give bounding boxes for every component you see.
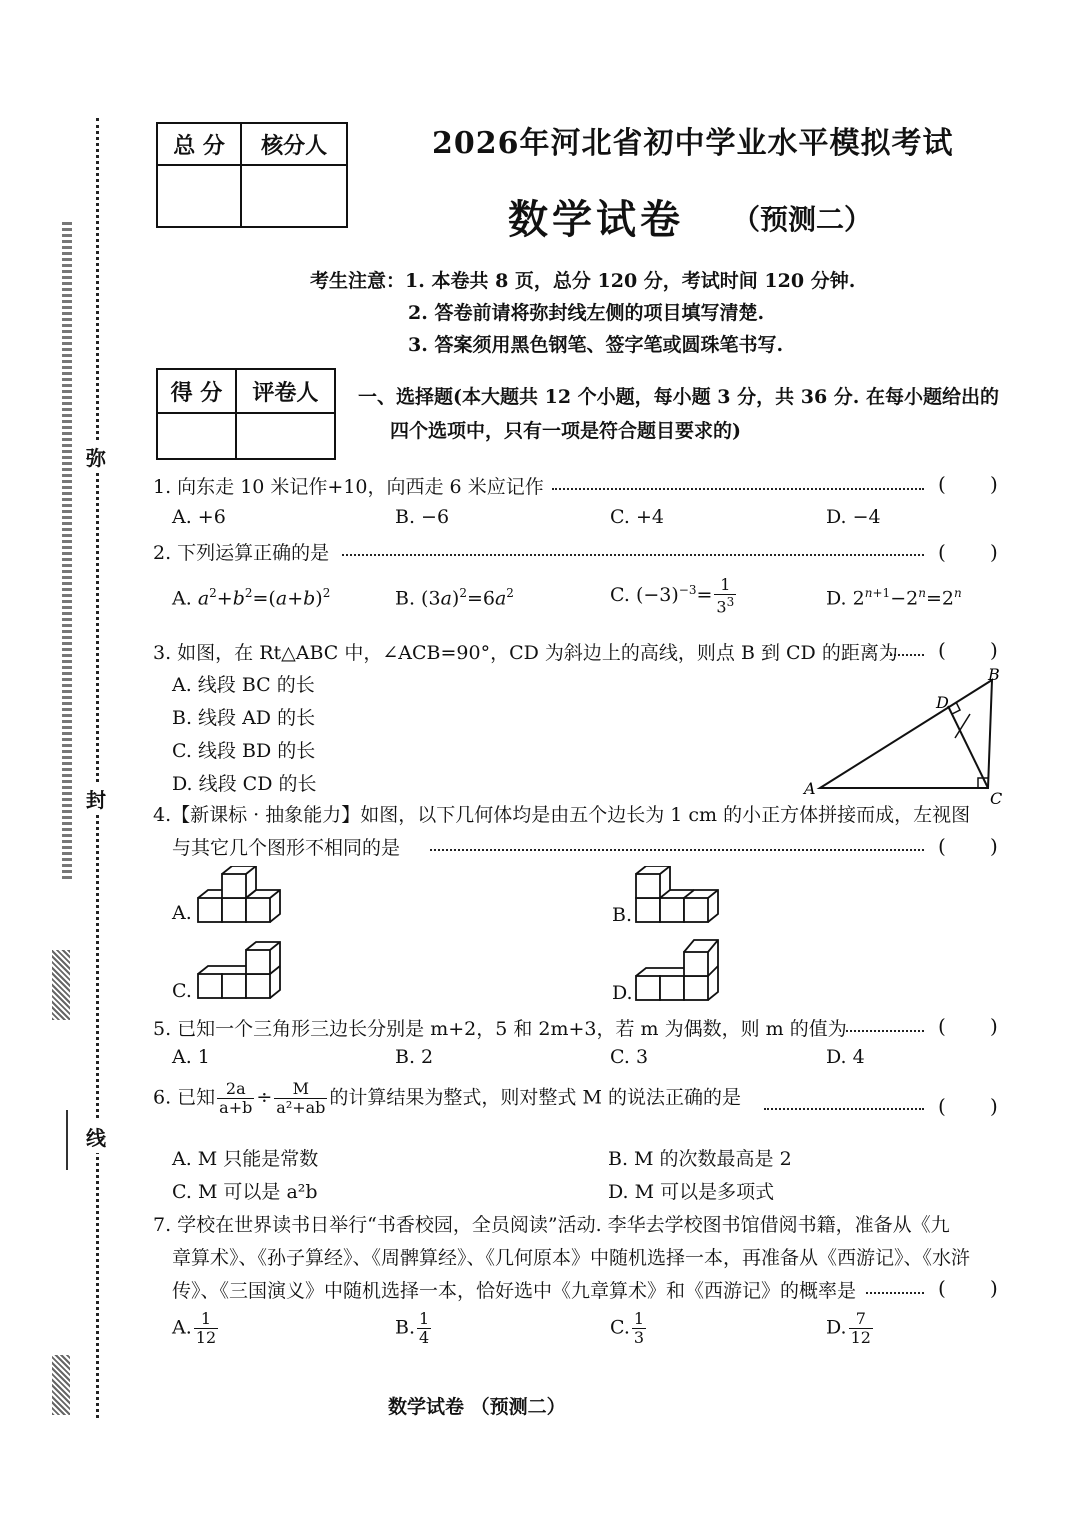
q3-option-d[interactable]: D. 线段 CD 的长: [172, 773, 317, 795]
seal-char-mi: 弥: [86, 440, 106, 473]
q6-paren-close: ): [990, 1094, 998, 1118]
checker-label: 核分人: [241, 123, 347, 165]
label-d: D: [936, 693, 949, 712]
q7-option-c[interactable]: [610, 1310, 648, 1347]
q7-option-b-label: B.: [395, 1316, 416, 1339]
q1-option-c[interactable]: C. +4: [610, 506, 664, 528]
q6-leader: [764, 1108, 924, 1110]
q4-solid-d: [634, 938, 734, 1004]
q4-option-a[interactable]: A.: [172, 902, 192, 924]
q4-solid-b: [634, 866, 734, 926]
q6-frac2-num: M: [274, 1080, 327, 1099]
q6-op: ÷: [256, 1086, 273, 1109]
q3-stem: 3. 如图，在 Rt△ABC 中，∠ACB=90°，CD 为斜边上的高线，则点 B 到 CD 的距离为: [153, 642, 898, 664]
notice-3: 3. 答案须用黑色钢笔、签字笔或圆珠笔书写.: [408, 334, 784, 356]
triangle-abc: [820, 680, 992, 788]
q2-option-c[interactable]: C. $(-3)^{-3}=$ $\frac{1}{3^3}$: [610, 575, 735, 617]
q7-c-num: 1: [633, 1309, 645, 1328]
binding-hatch-mark: [52, 1355, 70, 1415]
q7-option-a-label: A.: [172, 1316, 192, 1339]
q2-option-a-label: A.: [172, 587, 192, 610]
q6-option-d[interactable]: D. M 可以是多项式: [608, 1181, 775, 1203]
q5-option-c[interactable]: C. 3: [610, 1046, 649, 1068]
notice-2: 2. 答卷前请将弥封线左侧的项目填写清楚.: [408, 302, 765, 324]
subject-title: 数学试卷: [508, 196, 684, 243]
q7-stem-line-1: 7. 学校在世界读书日举行“书香校园，全员阅读”活动. 李华去学校图书馆借阅书籍，准备从《九: [153, 1214, 950, 1236]
binding-wave-mark: [62, 222, 72, 882]
q2-option-b[interactable]: B. $(3a)^2=6a^2$: [395, 586, 514, 610]
section-score-box: [156, 368, 336, 460]
total-score-box: [156, 122, 348, 228]
q5-leader: [846, 1030, 924, 1032]
q7-c-den: 3: [633, 1328, 645, 1347]
q6-option-a[interactable]: A. M 只能是常数: [172, 1148, 319, 1170]
binding-hatch-mark: [52, 950, 70, 1020]
q1-option-b[interactable]: B. −6: [395, 506, 450, 528]
subject-subtitle: （预测二）: [732, 203, 873, 236]
q3-paren-close: ): [990, 638, 998, 662]
q2-option-d[interactable]: D. $2^{n+1}-2^n=2^n$: [826, 586, 962, 610]
q7-option-d[interactable]: [826, 1310, 875, 1347]
q2-option-b-label: B.: [395, 587, 416, 610]
q2-paren-close: ): [990, 540, 998, 564]
q7-b-num: 1: [419, 1309, 430, 1328]
q7-option-a[interactable]: [172, 1310, 220, 1347]
q6-paren-open: (: [938, 1094, 946, 1118]
q5-option-a[interactable]: A. 1: [172, 1046, 210, 1068]
q7-option-c-label: C.: [610, 1316, 630, 1339]
q7-stem-line-2: 章算术》、《孙子算经》、《周髀算经》、《几何原本》中随机选择一本，再准备从《西游记》、《水浒: [172, 1247, 971, 1269]
q4-solid-a: [196, 866, 296, 924]
q6-option-c[interactable]: C. M 可以是 a²b: [172, 1181, 318, 1203]
q6-stem-pre: 6. 已知: [153, 1086, 216, 1109]
q4-stem-line-2: 与其它几个图形不相同的是: [172, 837, 401, 859]
q7-paren-open: (: [938, 1276, 946, 1300]
q5-stem: 5. 已知一个三角形三边长分别是 m+2，5 和 2m+3，若 m 为偶数，则 m 的值为: [153, 1018, 847, 1040]
q5-paren-close: ): [990, 1014, 998, 1038]
q2-option-d-label: D.: [826, 587, 847, 610]
total-score-label: 总 分: [157, 123, 241, 165]
q5-option-b[interactable]: B. 2: [395, 1046, 434, 1068]
exam-title: 2026年河北省初中学业水平模拟考试: [432, 126, 954, 161]
q1-stem: 1. 向东走 10 米记作+10，向西走 6 米应记作: [153, 476, 544, 498]
q7-paren-close: ): [990, 1276, 998, 1300]
q3-option-c[interactable]: C. 线段 BD 的长: [172, 740, 316, 762]
q7-stem-line-3: 传》、《三国演义》中随机选择一本，恰好选中《九章算术》和《西游记》的概率是: [172, 1280, 857, 1302]
q6-frac1-den: a+b: [219, 1098, 253, 1117]
q3-paren-open: (: [938, 638, 946, 662]
seal-char-feng: 封: [86, 782, 106, 815]
q4-leader: [430, 849, 924, 851]
q1-option-a[interactable]: A. +6: [172, 506, 226, 528]
section-heading-line-2: 四个选项中，只有一项是符合题目要求的): [390, 420, 741, 442]
q3-leader: [886, 654, 924, 656]
notice-line-1: [310, 266, 855, 293]
q4-paren-open: (: [938, 834, 946, 858]
q4-option-d[interactable]: D.: [612, 982, 633, 1004]
section-score-cell[interactable]: [157, 413, 236, 459]
q4-option-c[interactable]: C.: [172, 980, 192, 1002]
label-c: C: [990, 789, 1003, 806]
q4-option-b[interactable]: B.: [612, 904, 633, 926]
section-score-label: 得 分: [157, 369, 236, 413]
q2-option-a[interactable]: A. $a^2+b^2=(a+b)^2$: [172, 586, 331, 610]
q1-paren-open: (: [938, 472, 946, 496]
binding-dotted-line: [96, 118, 99, 1418]
q6-option-b[interactable]: B. M 的次数最高是 2: [608, 1148, 792, 1170]
q2-paren-open: (: [938, 540, 946, 564]
notice-1: 1. 本卷共 8 页，总分 120 分，考试时间 120 分钟.: [405, 270, 856, 292]
q7-a-den: 12: [195, 1328, 217, 1347]
q4-paren-close: ): [990, 834, 998, 858]
q7-b-den: 4: [419, 1328, 430, 1347]
q3-option-b[interactable]: B. 线段 AD 的长: [172, 707, 316, 729]
q2-stem: 2. 下列运算正确的是: [153, 542, 330, 564]
q6-frac1-num: 2a: [217, 1080, 254, 1099]
q6-frac2-den: a²+ab: [276, 1098, 326, 1117]
q2-option-c-label: C.: [610, 584, 630, 607]
page-footer: 数学试卷 （预测二）: [388, 1396, 566, 1418]
checker-cell[interactable]: [241, 165, 347, 227]
notice-label: 考生注意：: [310, 270, 406, 292]
total-score-cell[interactable]: [157, 165, 241, 227]
q1-leader: [552, 488, 924, 490]
q6-stem: [153, 1080, 741, 1117]
q4-solid-c: [196, 940, 296, 1002]
q1-option-d[interactable]: D. −4: [826, 506, 881, 528]
q2-leader: [342, 554, 924, 556]
q4-stem-line-1: 4.【新课标 · 抽象能力】如图，以下几何体均是由五个边长为 1 cm 的小正方体拼接而成，左视图: [153, 804, 971, 826]
q1-paren-close: ): [990, 472, 998, 496]
q7-d-den: 12: [850, 1328, 871, 1347]
q3-option-a[interactable]: A. 线段 BC 的长: [172, 674, 315, 696]
grader-cell[interactable]: [236, 413, 335, 459]
q7-d-num: 7: [849, 1310, 873, 1329]
grader-label: 评卷人: [236, 369, 335, 413]
label-a: A: [804, 779, 816, 798]
q7-a-num: 1: [194, 1310, 218, 1329]
q5-paren-open: (: [938, 1014, 946, 1038]
q7-leader: [866, 1292, 924, 1294]
binding-line-mark: [66, 1110, 68, 1170]
seal-char-xian: 线: [86, 1120, 106, 1153]
q3-triangle-figure: [800, 666, 1010, 806]
label-b: B: [988, 666, 1000, 684]
q7-option-b[interactable]: [395, 1310, 433, 1347]
q6-stem-post: 的计算结果为整式，则对整式 M 的说法正确的是: [329, 1086, 741, 1109]
q5-option-d[interactable]: D. 4: [826, 1046, 865, 1068]
q7-option-d-label: D.: [826, 1316, 847, 1339]
section-heading-line-1: 一、选择题(本大题共 12 个小题，每小题 3 分，共 36 分. 在每小题给出的: [358, 386, 1000, 408]
